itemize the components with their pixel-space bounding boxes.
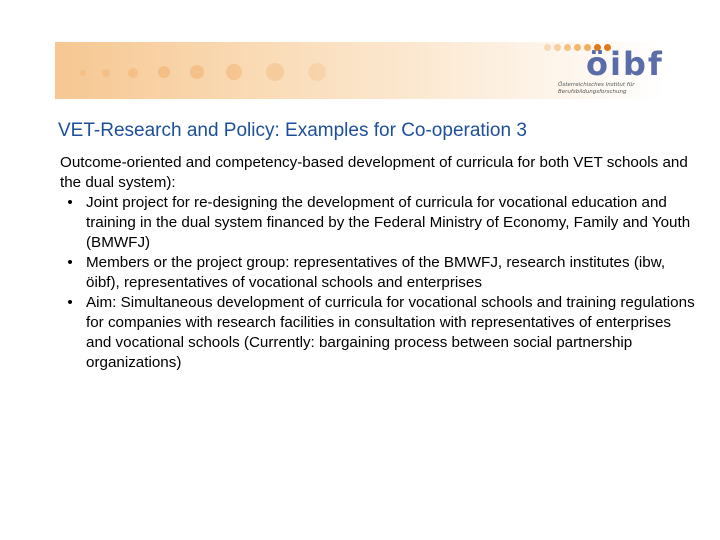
list-item (60, 253, 700, 293)
intro-text: Outcome-oriented and competency-based development of curricula for both VET schools and the dual system): (60, 154, 688, 191)
bullet-text: Aim: Simultaneous development of curricula for vocational schools and training regulations for companies with research facilities in consultation with representatives of enterprises and vocational schools (Currently: bargaining process between social partnership organizations) (86, 294, 695, 371)
slide-body (60, 153, 700, 373)
bullet-icon: • (67, 254, 73, 271)
bullet-icon: • (67, 194, 73, 211)
bullet-text: Joint project for re-designing the development of curricula for vocational education and training in the dual system financed by the Federal Ministry of Economy, Family and Youth (BMWFJ) (86, 194, 691, 251)
list-item (60, 193, 700, 253)
logo-subtitle: Österreichisches Institut für Berufsbildungsforschung (558, 82, 635, 95)
slide-title: VET-Research and Policy: Examples for Co-operation 3 (58, 120, 527, 141)
bullet-icon: • (67, 294, 73, 311)
oibf-logo (530, 42, 670, 102)
logo-wordmark: öibf (586, 45, 664, 83)
bullet-text: Members or the project group: representatives of the BMWFJ, research institutes (ibw, öibf), representatives of vocational schools and enterprises (86, 254, 666, 291)
bullet-list (60, 193, 700, 373)
list-item (60, 293, 700, 373)
decorative-dots (80, 60, 360, 84)
